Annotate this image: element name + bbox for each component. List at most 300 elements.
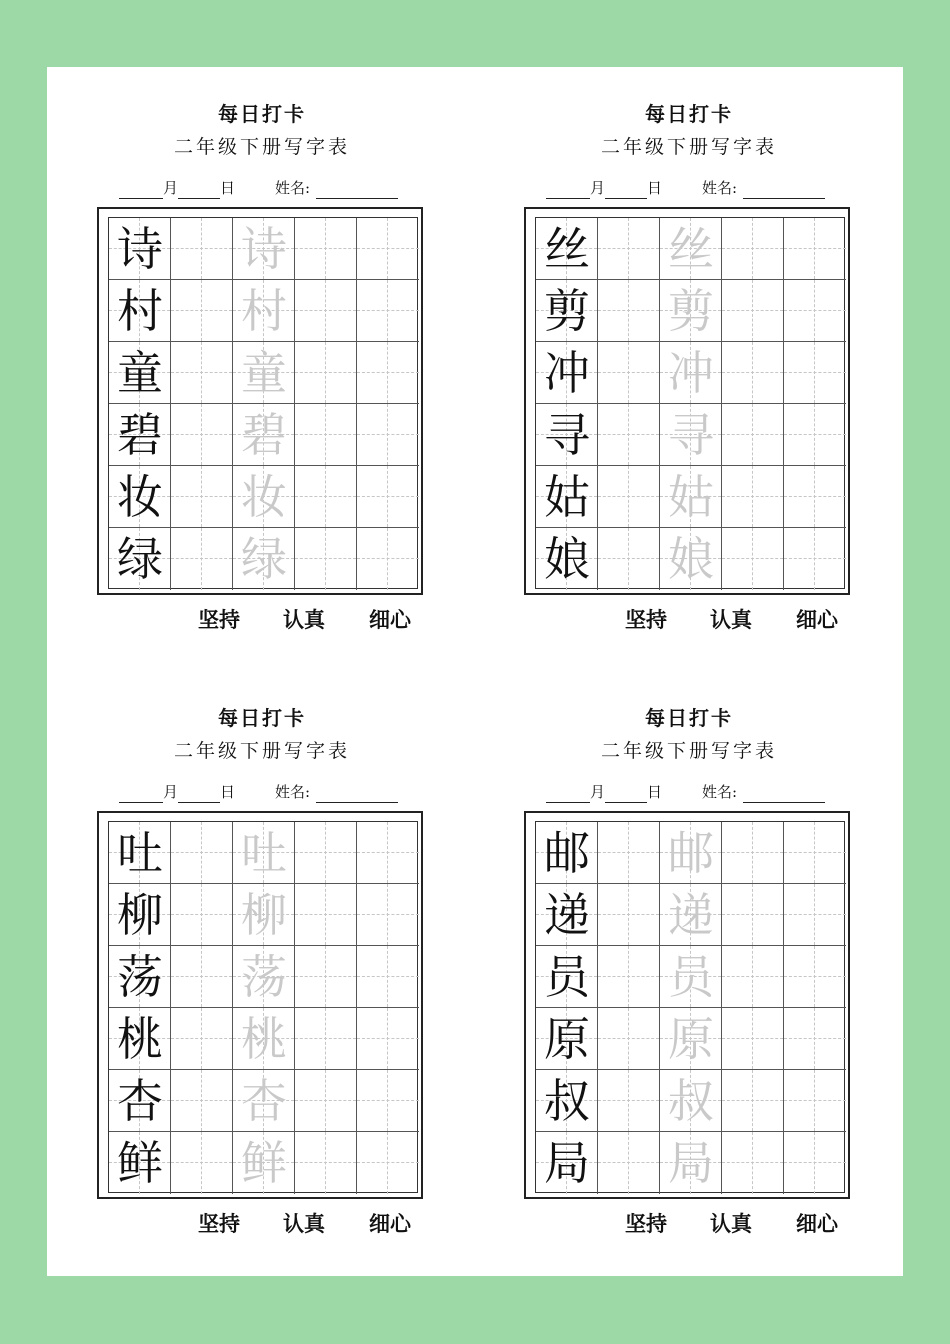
grid-cell[interactable] bbox=[109, 218, 171, 280]
grid-cell[interactable] bbox=[171, 528, 233, 590]
grid-cell[interactable] bbox=[233, 528, 295, 590]
trace-character: 员 bbox=[668, 950, 714, 1004]
grid-cell[interactable] bbox=[171, 1008, 233, 1070]
grid-cell[interactable] bbox=[660, 884, 722, 946]
model-character: 寻 bbox=[544, 408, 590, 462]
grid-cell[interactable] bbox=[784, 218, 846, 280]
guide-line-vertical bbox=[628, 1132, 629, 1194]
motto-line bbox=[97, 1210, 427, 1238]
guide-line-horizontal bbox=[784, 248, 846, 249]
grid-cell[interactable] bbox=[536, 218, 598, 280]
trace-character: 妆 bbox=[241, 470, 287, 524]
grid-cell[interactable] bbox=[109, 884, 171, 946]
model-character: 荡 bbox=[117, 950, 163, 1004]
guide-line-horizontal bbox=[357, 496, 419, 497]
grid-cell[interactable] bbox=[171, 404, 233, 466]
guide-line-horizontal bbox=[722, 558, 783, 559]
trace-character: 荡 bbox=[241, 950, 287, 1004]
grid-cell[interactable] bbox=[536, 1070, 598, 1132]
date-name-line bbox=[546, 177, 856, 199]
grid-cell[interactable] bbox=[536, 1008, 598, 1070]
month-blank[interactable] bbox=[119, 786, 163, 803]
grid-cell[interactable] bbox=[357, 884, 419, 946]
grid-cell[interactable] bbox=[784, 280, 846, 342]
sheet-subtitle: 二年级下册写字表 bbox=[600, 740, 777, 762]
writing-grid bbox=[108, 821, 418, 1193]
month-label: 月 bbox=[163, 179, 179, 197]
grid-cell[interactable] bbox=[295, 1008, 357, 1070]
model-character: 童 bbox=[117, 346, 163, 400]
guide-line-horizontal bbox=[357, 372, 419, 373]
grid-cell[interactable] bbox=[171, 280, 233, 342]
guide-line-horizontal bbox=[722, 914, 783, 915]
sheet-title: 每日打卡 bbox=[645, 706, 733, 730]
name-label: 姓名: bbox=[702, 783, 738, 801]
grid-cell[interactable] bbox=[660, 466, 722, 528]
guide-line-horizontal bbox=[598, 914, 659, 915]
guide-line-horizontal bbox=[295, 1038, 356, 1039]
grid-cell[interactable] bbox=[295, 884, 357, 946]
month-blank[interactable] bbox=[546, 182, 590, 199]
grid-cell[interactable] bbox=[233, 946, 295, 1008]
grid-cell[interactable] bbox=[660, 342, 722, 404]
grid-cell[interactable] bbox=[109, 1070, 171, 1132]
grid-cell[interactable] bbox=[295, 946, 357, 1008]
trace-character: 娘 bbox=[668, 532, 714, 586]
guide-line-horizontal bbox=[295, 914, 356, 915]
model-character: 原 bbox=[544, 1012, 590, 1066]
guide-line-horizontal bbox=[357, 852, 419, 853]
grid-cell[interactable] bbox=[660, 280, 722, 342]
guide-line-horizontal bbox=[171, 852, 232, 853]
trace-character: 村 bbox=[241, 284, 287, 338]
writing-grid-frame bbox=[524, 207, 850, 595]
grid-cell[interactable] bbox=[784, 1070, 846, 1132]
guide-line-horizontal bbox=[598, 1100, 659, 1101]
writing-grid-frame bbox=[97, 207, 423, 595]
grid-cell[interactable] bbox=[598, 884, 660, 946]
grid-cell[interactable] bbox=[722, 822, 784, 884]
grid-cell[interactable] bbox=[598, 218, 660, 280]
month-label: 月 bbox=[163, 783, 179, 801]
trace-character: 剪 bbox=[668, 284, 714, 338]
guide-line-horizontal bbox=[722, 976, 783, 977]
grid-cell[interactable] bbox=[295, 528, 357, 590]
sheet-subtitle: 二年级下册写字表 bbox=[600, 136, 777, 158]
grid-cell[interactable] bbox=[357, 946, 419, 1008]
grid-cell[interactable] bbox=[171, 822, 233, 884]
motto-word: 坚持 bbox=[625, 1211, 667, 1236]
grid-cell[interactable] bbox=[109, 822, 171, 884]
grid-cell[interactable] bbox=[660, 218, 722, 280]
trace-character: 冲 bbox=[668, 346, 714, 400]
grid-cell[interactable] bbox=[598, 946, 660, 1008]
day-label: 日 bbox=[220, 179, 236, 197]
grid-cell[interactable] bbox=[109, 1008, 171, 1070]
writing-grid-frame bbox=[524, 811, 850, 1199]
guide-line-horizontal bbox=[784, 1100, 846, 1101]
month-label: 月 bbox=[590, 783, 606, 801]
trace-character: 桃 bbox=[241, 1012, 287, 1066]
motto-line bbox=[524, 1210, 854, 1238]
grid-cell[interactable] bbox=[357, 280, 419, 342]
grid-cell[interactable] bbox=[660, 1132, 722, 1194]
grid-cell[interactable] bbox=[598, 342, 660, 404]
grid-cell[interactable] bbox=[722, 342, 784, 404]
month-blank[interactable] bbox=[119, 182, 163, 199]
motto-line bbox=[97, 606, 427, 634]
guide-line-vertical bbox=[387, 528, 388, 590]
grid-cell[interactable] bbox=[536, 404, 598, 466]
model-character: 局 bbox=[544, 1136, 590, 1190]
trace-character: 鲜 bbox=[241, 1136, 287, 1190]
writing-grid bbox=[535, 217, 845, 589]
grid-cell[interactable] bbox=[233, 884, 295, 946]
grid-cell[interactable] bbox=[784, 1008, 846, 1070]
grid-cell[interactable] bbox=[536, 946, 598, 1008]
grid-cell[interactable] bbox=[357, 218, 419, 280]
grid-cell[interactable] bbox=[784, 822, 846, 884]
grid-cell[interactable] bbox=[357, 342, 419, 404]
day-label: 日 bbox=[647, 783, 663, 801]
model-character: 丝 bbox=[544, 222, 590, 276]
model-character: 吐 bbox=[117, 826, 163, 880]
grid-cell[interactable] bbox=[536, 466, 598, 528]
grid-cell[interactable] bbox=[784, 884, 846, 946]
name-blank[interactable] bbox=[316, 786, 398, 803]
grid-cell[interactable] bbox=[660, 528, 722, 590]
grid-cell[interactable] bbox=[233, 218, 295, 280]
grid-cell[interactable] bbox=[722, 404, 784, 466]
model-character: 妆 bbox=[117, 470, 163, 524]
grid-cell[interactable] bbox=[660, 1070, 722, 1132]
guide-line-horizontal bbox=[295, 372, 356, 373]
guide-line-horizontal bbox=[357, 1162, 419, 1163]
day-label: 日 bbox=[647, 179, 663, 197]
day-blank[interactable] bbox=[605, 182, 647, 199]
guide-line-vertical bbox=[387, 1132, 388, 1194]
grid-cell[interactable] bbox=[536, 1132, 598, 1194]
grid-cell[interactable] bbox=[598, 404, 660, 466]
grid-cell[interactable] bbox=[660, 946, 722, 1008]
grid-cell[interactable] bbox=[233, 342, 295, 404]
grid-cell[interactable] bbox=[233, 1008, 295, 1070]
grid-cell[interactable] bbox=[722, 280, 784, 342]
model-character: 递 bbox=[544, 888, 590, 942]
grid-cell[interactable] bbox=[357, 1070, 419, 1132]
guide-line-horizontal bbox=[295, 496, 356, 497]
motto-word: 坚持 bbox=[198, 607, 240, 632]
grid-cell[interactable] bbox=[722, 1132, 784, 1194]
motto-word: 认真 bbox=[283, 1211, 325, 1236]
grid-cell[interactable] bbox=[357, 1132, 419, 1194]
grid-cell[interactable] bbox=[109, 946, 171, 1008]
grid-cell[interactable] bbox=[171, 466, 233, 528]
guide-line-horizontal bbox=[598, 1162, 659, 1163]
trace-character: 吐 bbox=[241, 826, 287, 880]
guide-line-horizontal bbox=[357, 310, 419, 311]
guide-line-horizontal bbox=[784, 852, 846, 853]
guide-line-horizontal bbox=[784, 372, 846, 373]
writing-grid-frame bbox=[97, 811, 423, 1199]
grid-cell[interactable] bbox=[722, 1008, 784, 1070]
grid-cell[interactable] bbox=[109, 404, 171, 466]
grid-cell[interactable] bbox=[536, 884, 598, 946]
grid-cell[interactable] bbox=[109, 280, 171, 342]
guide-line-horizontal bbox=[598, 976, 659, 977]
day-blank[interactable] bbox=[178, 786, 220, 803]
trace-character: 绿 bbox=[241, 532, 287, 586]
guide-line-horizontal bbox=[357, 976, 419, 977]
guide-line-horizontal bbox=[295, 1100, 356, 1101]
grid-cell[interactable] bbox=[598, 1070, 660, 1132]
motto-word: 认真 bbox=[710, 1211, 752, 1236]
guide-line-horizontal bbox=[784, 496, 846, 497]
guide-line-horizontal bbox=[784, 1038, 846, 1039]
grid-cell[interactable] bbox=[171, 1070, 233, 1132]
grid-cell[interactable] bbox=[295, 466, 357, 528]
name-blank[interactable] bbox=[743, 182, 825, 199]
motto-word: 认真 bbox=[283, 607, 325, 632]
grid-cell[interactable] bbox=[357, 466, 419, 528]
trace-character: 叔 bbox=[668, 1074, 714, 1128]
practice-sheet bbox=[97, 101, 427, 661]
day-label: 日 bbox=[220, 783, 236, 801]
motto-word: 坚持 bbox=[625, 607, 667, 632]
model-character: 村 bbox=[117, 284, 163, 338]
guide-line-horizontal bbox=[295, 1162, 356, 1163]
grid-cell[interactable] bbox=[233, 822, 295, 884]
grid-cell[interactable] bbox=[171, 884, 233, 946]
trace-character: 邮 bbox=[668, 826, 714, 880]
model-character: 邮 bbox=[544, 826, 590, 880]
grid-cell[interactable] bbox=[722, 946, 784, 1008]
grid-cell[interactable] bbox=[660, 1008, 722, 1070]
grid-cell[interactable] bbox=[722, 884, 784, 946]
grid-cell[interactable] bbox=[784, 342, 846, 404]
name-blank[interactable] bbox=[316, 182, 398, 199]
grid-cell[interactable] bbox=[233, 404, 295, 466]
grid-cell[interactable] bbox=[598, 1132, 660, 1194]
grid-cell[interactable] bbox=[536, 342, 598, 404]
writing-grid bbox=[535, 821, 845, 1193]
guide-line-vertical bbox=[201, 1132, 202, 1194]
motto-word: 细心 bbox=[796, 1211, 838, 1236]
guide-line-horizontal bbox=[357, 1100, 419, 1101]
grid-cell[interactable] bbox=[295, 1132, 357, 1194]
model-character: 柳 bbox=[117, 888, 163, 942]
guide-line-vertical bbox=[325, 528, 326, 590]
name-label: 姓名: bbox=[275, 179, 311, 197]
grid-cell[interactable] bbox=[357, 822, 419, 884]
guide-line-horizontal bbox=[357, 1038, 419, 1039]
practice-sheet bbox=[524, 705, 854, 1265]
model-character: 员 bbox=[544, 950, 590, 1004]
grid-cell[interactable] bbox=[171, 218, 233, 280]
guide-line-horizontal bbox=[171, 496, 232, 497]
date-name-line bbox=[119, 177, 429, 199]
grid-cell[interactable] bbox=[784, 404, 846, 466]
guide-line-horizontal bbox=[598, 496, 659, 497]
grid-cell[interactable] bbox=[722, 466, 784, 528]
guide-line-horizontal bbox=[357, 914, 419, 915]
month-blank[interactable] bbox=[546, 786, 590, 803]
guide-line-horizontal bbox=[598, 248, 659, 249]
trace-character: 诗 bbox=[241, 222, 287, 276]
guide-line-horizontal bbox=[295, 852, 356, 853]
model-character: 姑 bbox=[544, 470, 590, 524]
motto-word: 细心 bbox=[796, 607, 838, 632]
grid-cell[interactable] bbox=[295, 218, 357, 280]
grid-cell[interactable] bbox=[536, 528, 598, 590]
grid-cell[interactable] bbox=[536, 280, 598, 342]
motto-word: 坚持 bbox=[198, 1211, 240, 1236]
name-label: 姓名: bbox=[275, 783, 311, 801]
grid-cell[interactable] bbox=[598, 466, 660, 528]
grid-cell[interactable] bbox=[295, 342, 357, 404]
guide-line-horizontal bbox=[357, 248, 419, 249]
grid-cell[interactable] bbox=[109, 342, 171, 404]
grid-cell[interactable] bbox=[171, 1132, 233, 1194]
sheet-subtitle: 二年级下册写字表 bbox=[173, 136, 350, 158]
grid-cell[interactable] bbox=[784, 946, 846, 1008]
model-character: 桃 bbox=[117, 1012, 163, 1066]
grid-cell[interactable] bbox=[233, 1132, 295, 1194]
trace-character: 局 bbox=[668, 1136, 714, 1190]
guide-line-horizontal bbox=[784, 434, 846, 435]
grid-cell[interactable] bbox=[722, 528, 784, 590]
grid-cell[interactable] bbox=[295, 280, 357, 342]
sheet-title: 每日打卡 bbox=[645, 102, 733, 126]
guide-line-horizontal bbox=[784, 310, 846, 311]
trace-character: 杏 bbox=[241, 1074, 287, 1128]
guide-line-horizontal bbox=[722, 1038, 783, 1039]
guide-line-horizontal bbox=[171, 248, 232, 249]
grid-cell[interactable] bbox=[660, 404, 722, 466]
model-character: 叔 bbox=[544, 1074, 590, 1128]
grid-cell[interactable] bbox=[722, 1070, 784, 1132]
guide-line-horizontal bbox=[784, 1162, 846, 1163]
name-blank[interactable] bbox=[743, 786, 825, 803]
sheet-title: 每日打卡 bbox=[218, 102, 306, 126]
grid-cell[interactable] bbox=[295, 404, 357, 466]
guide-line-horizontal bbox=[171, 434, 232, 435]
guide-line-horizontal bbox=[295, 310, 356, 311]
guide-line-horizontal bbox=[722, 248, 783, 249]
trace-character: 递 bbox=[668, 888, 714, 942]
guide-line-horizontal bbox=[598, 852, 659, 853]
guide-line-horizontal bbox=[598, 434, 659, 435]
grid-cell[interactable] bbox=[536, 822, 598, 884]
guide-line-horizontal bbox=[598, 558, 659, 559]
trace-character: 柳 bbox=[241, 888, 287, 942]
grid-cell[interactable] bbox=[233, 1070, 295, 1132]
guide-line-horizontal bbox=[295, 976, 356, 977]
grid-cell[interactable] bbox=[357, 404, 419, 466]
date-name-line bbox=[119, 781, 429, 803]
trace-character: 姑 bbox=[668, 470, 714, 524]
guide-line-horizontal bbox=[722, 496, 783, 497]
model-character: 诗 bbox=[117, 222, 163, 276]
trace-character: 丝 bbox=[668, 222, 714, 276]
day-blank[interactable] bbox=[178, 182, 220, 199]
guide-line-horizontal bbox=[598, 310, 659, 311]
guide-line-vertical bbox=[752, 1132, 753, 1194]
guide-line-horizontal bbox=[722, 434, 783, 435]
grid-cell[interactable] bbox=[357, 528, 419, 590]
grid-cell[interactable] bbox=[109, 1132, 171, 1194]
model-character: 鲜 bbox=[117, 1136, 163, 1190]
grid-cell[interactable] bbox=[357, 1008, 419, 1070]
model-character: 剪 bbox=[544, 284, 590, 338]
motto-word: 认真 bbox=[710, 607, 752, 632]
grid-cell[interactable] bbox=[598, 528, 660, 590]
guide-line-horizontal bbox=[722, 1100, 783, 1101]
model-character: 娘 bbox=[544, 532, 590, 586]
grid-cell[interactable] bbox=[233, 466, 295, 528]
grid-cell[interactable] bbox=[109, 528, 171, 590]
grid-cell[interactable] bbox=[784, 528, 846, 590]
grid-cell[interactable] bbox=[171, 946, 233, 1008]
motto-word: 细心 bbox=[369, 607, 411, 632]
day-blank[interactable] bbox=[605, 786, 647, 803]
guide-line-vertical bbox=[752, 528, 753, 590]
grid-cell[interactable] bbox=[660, 822, 722, 884]
trace-character: 原 bbox=[668, 1012, 714, 1066]
guide-line-horizontal bbox=[722, 372, 783, 373]
guide-line-horizontal bbox=[357, 558, 419, 559]
guide-line-horizontal bbox=[722, 310, 783, 311]
month-label: 月 bbox=[590, 179, 606, 197]
guide-line-horizontal bbox=[357, 434, 419, 435]
grid-cell[interactable] bbox=[784, 466, 846, 528]
trace-character: 碧 bbox=[241, 408, 287, 462]
guide-line-horizontal bbox=[171, 558, 232, 559]
grid-cell[interactable] bbox=[295, 1070, 357, 1132]
grid-cell[interactable] bbox=[295, 822, 357, 884]
date-name-line bbox=[546, 781, 856, 803]
motto-word: 细心 bbox=[369, 1211, 411, 1236]
trace-character: 童 bbox=[241, 346, 287, 400]
model-character: 杏 bbox=[117, 1074, 163, 1128]
grid-cell[interactable] bbox=[784, 1132, 846, 1194]
guide-line-horizontal bbox=[171, 976, 232, 977]
grid-cell[interactable] bbox=[722, 218, 784, 280]
guide-line-horizontal bbox=[171, 372, 232, 373]
grid-cell[interactable] bbox=[598, 822, 660, 884]
guide-line-horizontal bbox=[784, 558, 846, 559]
practice-sheet bbox=[97, 705, 427, 1265]
guide-line-horizontal bbox=[598, 1038, 659, 1039]
sheet-title: 每日打卡 bbox=[218, 706, 306, 730]
guide-line-vertical bbox=[814, 528, 815, 590]
grid-cell[interactable] bbox=[171, 342, 233, 404]
guide-line-vertical bbox=[628, 528, 629, 590]
guide-line-horizontal bbox=[295, 434, 356, 435]
grid-cell[interactable] bbox=[109, 466, 171, 528]
guide-line-horizontal bbox=[295, 558, 356, 559]
guide-line-horizontal bbox=[784, 914, 846, 915]
grid-cell[interactable] bbox=[598, 1008, 660, 1070]
sheet-subtitle: 二年级下册写字表 bbox=[173, 740, 350, 762]
guide-line-horizontal bbox=[171, 1100, 232, 1101]
guide-line-horizontal bbox=[171, 914, 232, 915]
motto-line bbox=[524, 606, 854, 634]
guide-line-horizontal bbox=[295, 248, 356, 249]
grid-cell[interactable] bbox=[233, 280, 295, 342]
grid-cell[interactable] bbox=[598, 280, 660, 342]
worksheet-page bbox=[47, 67, 903, 1276]
